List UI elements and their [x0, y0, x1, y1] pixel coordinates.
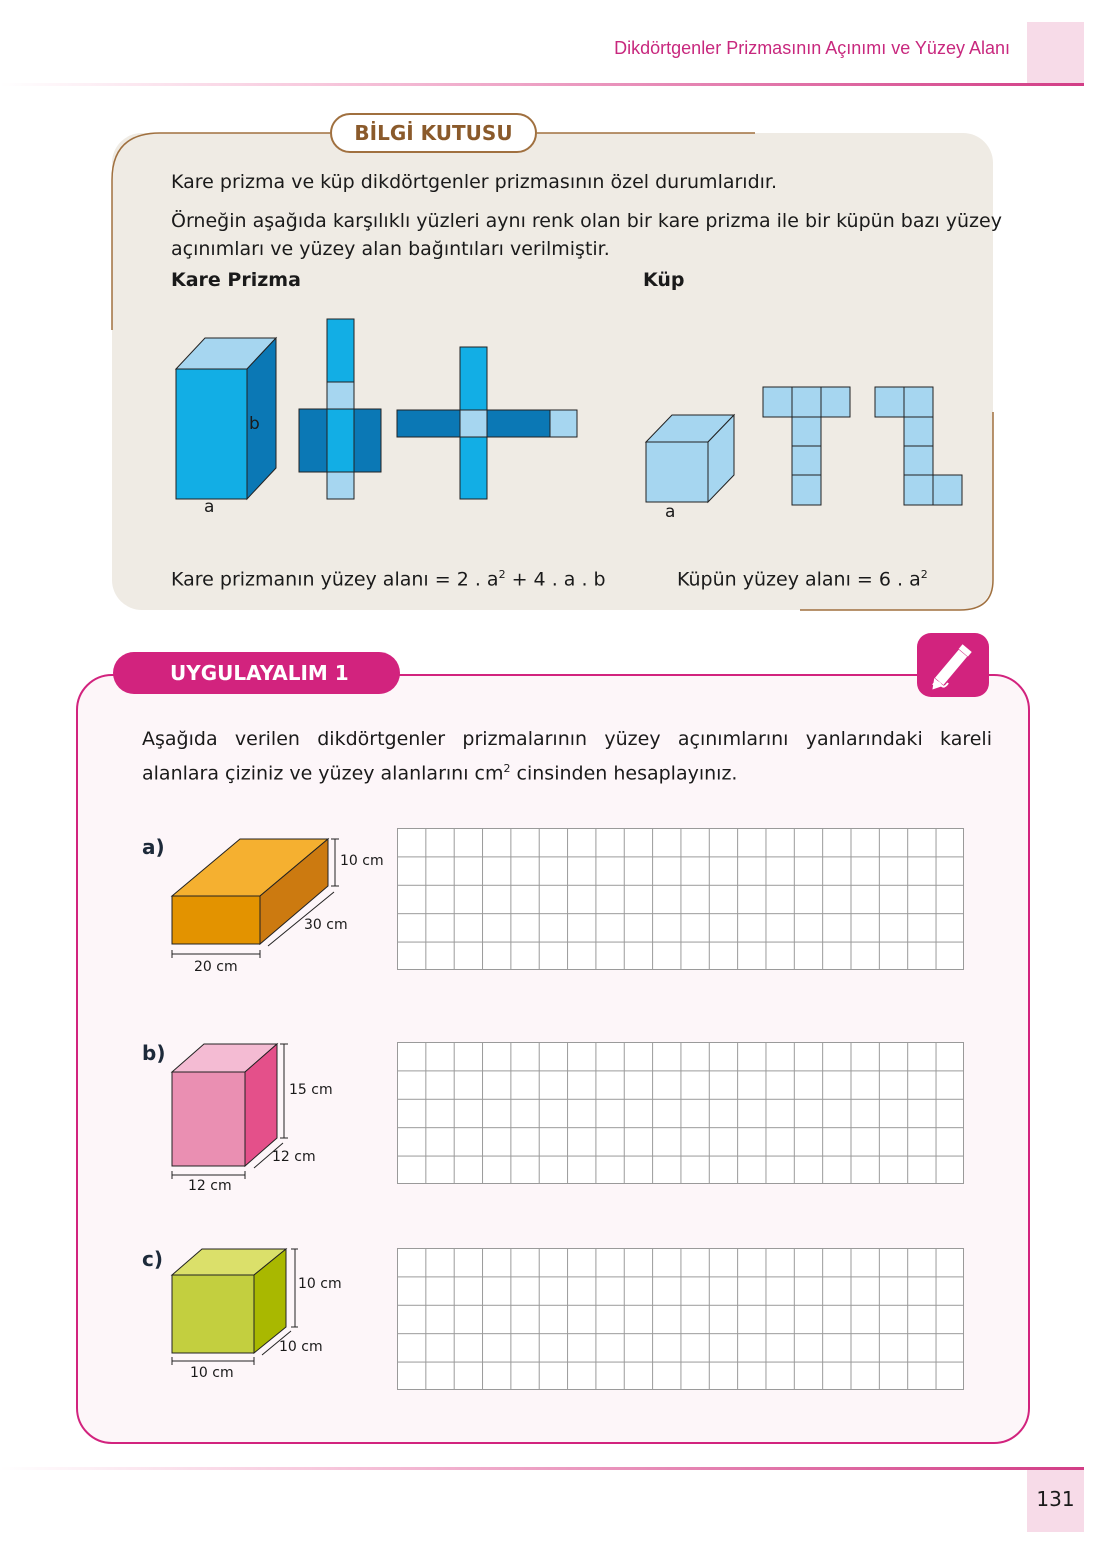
- cube-label-a: a: [665, 502, 676, 522]
- item-a-prism: [168, 832, 343, 972]
- cube-heading: Küp: [643, 269, 685, 291]
- page-number: 131: [1036, 1487, 1075, 1511]
- cube-formula-lhs: Küpün yüzey alanı =: [677, 568, 873, 591]
- instruction-exponent: 2: [503, 762, 511, 775]
- info-box-title: BİLGİ KUTUSU: [330, 113, 537, 153]
- cube-formula: [677, 568, 928, 590]
- square-prism-figure: [170, 330, 285, 505]
- item-a-grid[interactable]: [397, 828, 964, 970]
- item-c-width: 10 cm: [190, 1365, 234, 1381]
- cube-formula-exponent: 2: [920, 568, 928, 581]
- prism-label-b: b: [249, 414, 260, 434]
- footer-divider: [0, 1467, 1084, 1470]
- page-header-title: Dikdörtgenler Prizmasının Açınımı ve Yüzey Alanı: [614, 38, 1010, 58]
- practice-title: UYGULAYALIM 1: [113, 652, 400, 694]
- square-prism-heading: Kare Prizma: [171, 269, 301, 291]
- item-c-grid[interactable]: [397, 1248, 964, 1390]
- pencil-badge: [917, 633, 989, 697]
- item-c-height: 10 cm: [298, 1276, 342, 1292]
- instruction-part-2: cinsinden hesaplayınız.: [510, 762, 738, 785]
- item-b-label: b): [142, 1041, 166, 1065]
- item-a-width: 20 cm: [194, 959, 238, 975]
- item-a-label: a): [142, 835, 165, 859]
- item-c-depth: 10 cm: [279, 1339, 323, 1355]
- practice-instruction: [142, 724, 992, 788]
- prism-formula-exponent: 2: [498, 568, 506, 581]
- item-b-width: 12 cm: [188, 1178, 232, 1194]
- prism-formula-lhs: Kare prizmanın yüzey alanı =: [171, 568, 451, 591]
- item-b-grid[interactable]: [397, 1042, 964, 1184]
- info-line-1: Kare prizma ve küp dikdörtgenler prizmasının özel durumlarıdır.: [171, 171, 778, 193]
- prism-formula-rhs-2: + 4 . a . b: [505, 568, 606, 591]
- cube-net-2: [874, 386, 966, 508]
- cube-formula-rhs: 6 . a: [878, 568, 921, 591]
- prism-formula: [171, 568, 606, 590]
- instruction-part-1: Aşağıda verilen dikdörtgenler prizmalarının yüzey açınımlarını yanlarındaki kareli alanlara çiziniz ve yüzey alanlarını cm: [142, 728, 992, 785]
- prism-net-2: [396, 346, 580, 501]
- item-a-depth: 30 cm: [304, 917, 348, 933]
- info-line-2: Örneğin aşağıda karşılıklı yüzleri aynı renk olan bir kare prizma ile bir küpün bazı yüzey: [171, 210, 1002, 232]
- item-a-height: 10 cm: [340, 853, 384, 869]
- item-c-label: c): [142, 1247, 163, 1271]
- pencil-icon: [917, 633, 989, 697]
- cube-figure: [642, 412, 737, 507]
- info-box-border: [0, 0, 1106, 640]
- item-b-height: 15 cm: [289, 1082, 333, 1098]
- info-line-3: açınımları ve yüzey alan bağıntıları verilmiştir.: [171, 238, 610, 260]
- cube-net-1: [762, 386, 854, 508]
- item-b-depth: 12 cm: [272, 1149, 316, 1165]
- prism-formula-rhs-1: 2 . a: [456, 568, 499, 591]
- prism-net-1: [298, 318, 383, 501]
- prism-label-a: a: [204, 497, 215, 517]
